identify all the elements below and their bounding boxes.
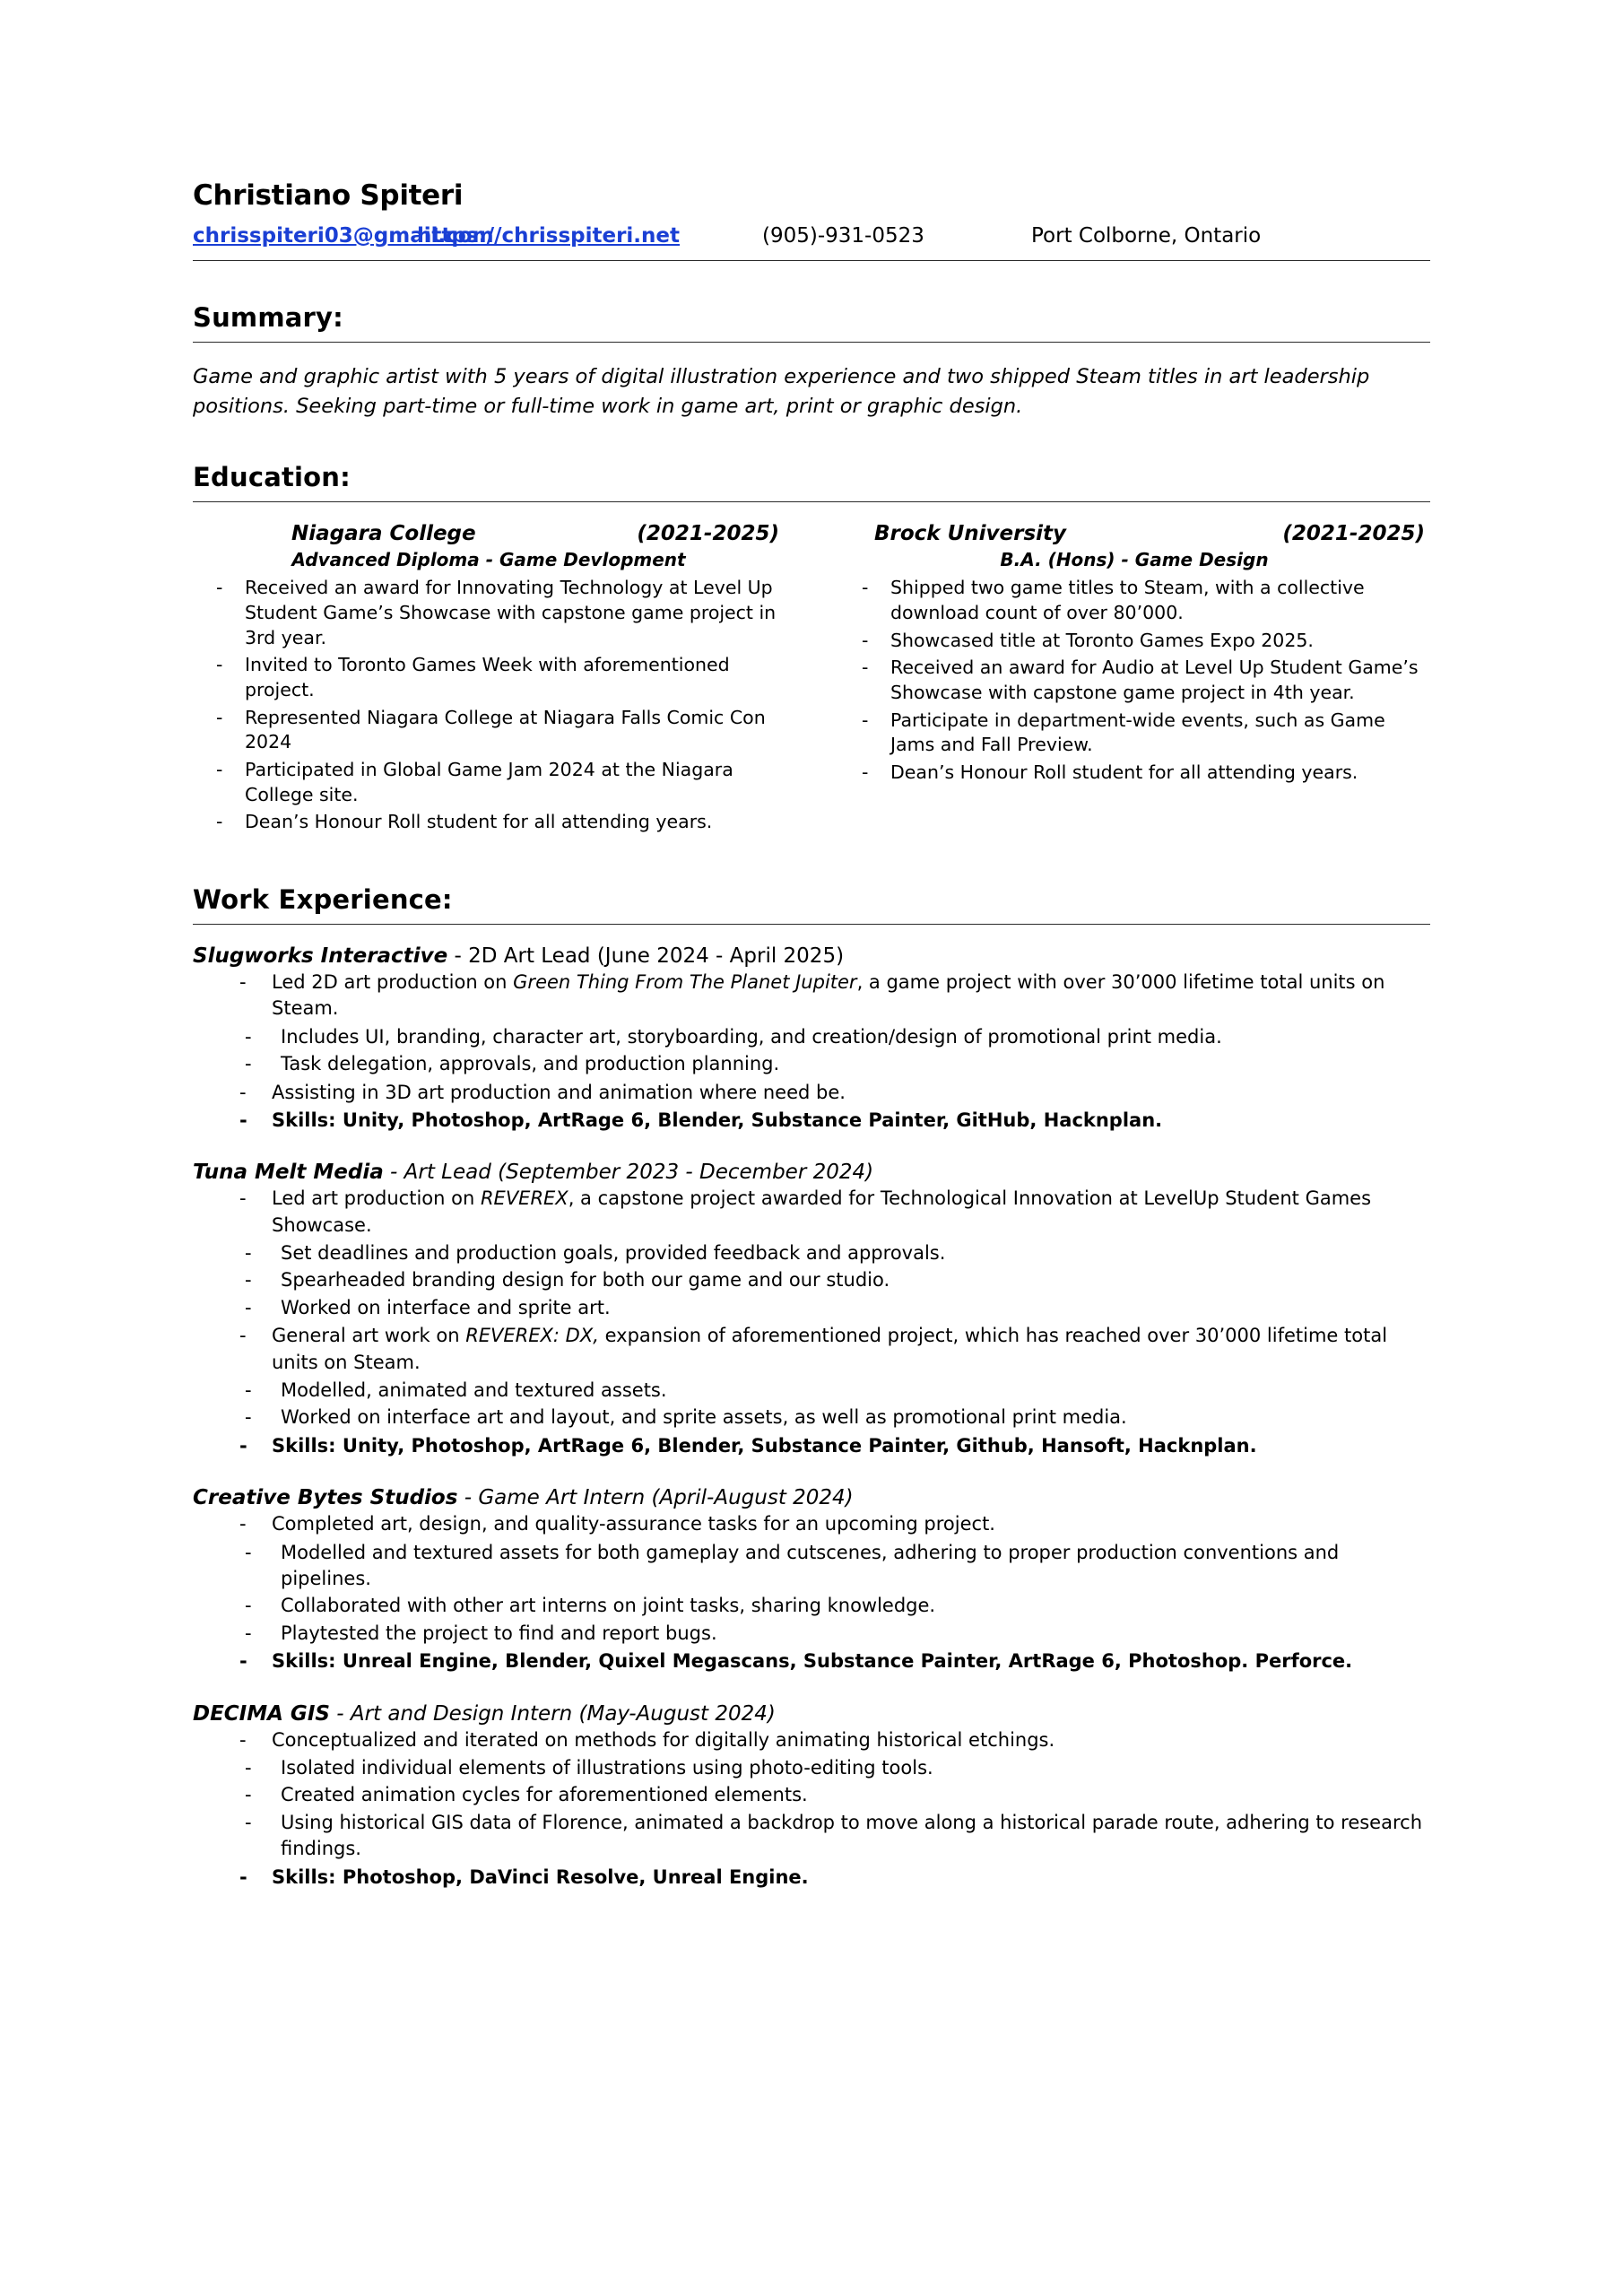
education-heading: Education:: [193, 462, 351, 493]
job-skills: - Skills: Photoshop, DaVinci Resolve, Unreal Engine.: [193, 1865, 1430, 1891]
list-item: [193, 1727, 1430, 1753]
job-entry: [193, 944, 1430, 1134]
emphasis-text: REVEREX: [480, 1187, 568, 1210]
list-item: - Modelled and textured assets for both gameplay and cutscenes, adhering to proper production conventions and pipelines.: [193, 1540, 1430, 1593]
education-entry: [838, 522, 1430, 838]
job-header: [193, 1161, 1430, 1184]
work-experience-divider: [193, 924, 1430, 925]
bullet-text: , a game project with over 30’000 lifetime total units on Steam.: [272, 970, 1385, 1020]
job-company: DECIMA GIS: [193, 1701, 330, 1726]
list-item: - Participate in department-wide events, such as Game Jams and Fall Preview.: [838, 709, 1430, 758]
job-entry: [193, 1161, 1430, 1459]
school-name: Niagara College: [291, 522, 476, 546]
program-name: Advanced Diploma - Game Devlopment: [291, 549, 686, 571]
list-item: - Invited to Toronto Games Week with aforementioned project.: [193, 653, 785, 702]
education-bullets: [838, 576, 1430, 785]
list-item: - Set deadlines and production goals, provided feedback and approvals.: [193, 1240, 1430, 1266]
website-link[interactable]: https://chrisspiteri.net: [417, 224, 681, 248]
education-entry-header: [838, 522, 1430, 545]
list-item: [193, 1323, 1430, 1376]
bullet-text: Led art production on: [272, 1187, 481, 1210]
list-item: - Received an award for Audio at Level Up Student Game’s Showcase with capstone game project in 4th year.: [838, 656, 1430, 705]
email-link[interactable]: chrisspiteri03@gmail.com: [193, 224, 494, 248]
bullet-text: Led 2D art production on: [272, 970, 514, 993]
phone-number: (905)-931-0523: [762, 224, 924, 248]
job-entry: [193, 1486, 1430, 1674]
emphasis-text: Green Thing From The Planet Jupiter: [513, 970, 857, 993]
education-bullets: [193, 576, 785, 835]
education-divider: [193, 501, 1430, 502]
summary-text: Game and graphic artist with 5 years of digital illustration experience and two shipped Steam titles in art leadership positions. Seeking part-time or full-time work in game art, print or graphic design.: [193, 365, 1370, 418]
list-item: - Task delegation, approvals, and production planning.: [193, 1051, 1430, 1077]
bullet-text: Conceptualized and iterated on methods for digitally animating historical etchings.: [272, 1728, 1055, 1751]
education-entry-header: [193, 522, 785, 545]
job-skills: - Skills: Unity, Photoshop, ArtRage 6, Blender, Substance Painter, GitHub, Hacknplan.: [193, 1108, 1430, 1134]
job-sub-bullets: [193, 1240, 1430, 1321]
list-item: [193, 1186, 1430, 1239]
job-role: - Art and Design Intern (May-August 2024): [329, 1701, 776, 1726]
list-item: - Spearheaded branding design for both our game and our studio.: [193, 1267, 1430, 1293]
list-item: - Showcased title at Toronto Games Expo 2025.: [838, 629, 1430, 654]
bullet-text: , a capstone project awarded for Technological Innovation at LevelUp Student Games Showcase.: [272, 1187, 1372, 1236]
emphasis-text: REVEREX: DX,: [465, 1325, 599, 1347]
school-name: Brock University: [874, 522, 1067, 546]
list-item: - Created animation cycles for aforementioned elements.: [193, 1782, 1430, 1808]
summary-heading: Summary:: [193, 302, 343, 333]
location-text: Port Colborne, Ontario: [1031, 224, 1262, 248]
job-company: Tuna Melt Media: [193, 1161, 384, 1185]
job-bullets: [193, 1186, 1430, 1431]
list-item: [193, 1080, 1430, 1106]
job-bullets: [193, 1727, 1430, 1863]
bullet-text: Completed art, design, and quality-assurance tasks for an upcoming project.: [272, 1513, 995, 1535]
job-list: [193, 944, 1430, 1891]
summary-divider: [193, 342, 1430, 343]
job-header: [193, 944, 1430, 968]
job-skills: - Skills: Unreal Engine, Blender, Quixel Megascans, Substance Painter, ArtRage 6, Photoshop. Perforce.: [193, 1648, 1430, 1674]
header-divider: [193, 260, 1430, 261]
bullet-text: expansion of aforementioned project, which has reached over 30’000 lifetime total units on Steam.: [272, 1325, 1388, 1373]
job-entry: [193, 1702, 1430, 1891]
job-bullets: [193, 1511, 1430, 1647]
list-item: - Represented Niagara College at Niagara Falls Comic Con 2024: [193, 706, 785, 755]
list-item: - Dean’s Honour Roll student for all attending years.: [838, 761, 1430, 786]
job-company: Creative Bytes Studios: [193, 1486, 458, 1510]
job-role: - Art Lead (September 2023 - December 2024): [383, 1161, 874, 1185]
work-experience-heading: Work Experience:: [193, 883, 453, 915]
bullet-text: General art work on: [272, 1325, 466, 1347]
education-grid: [193, 522, 1430, 838]
job-header: [193, 1702, 1430, 1726]
job-sub-bullets: [193, 1024, 1430, 1078]
job-role: - Game Art Intern (April-August 2024): [457, 1486, 854, 1510]
job-sub-bullets: [193, 1540, 1430, 1648]
page-title: Christiano Spiteri: [193, 179, 464, 212]
job-role: - 2D Art Lead (June 2024 - April 2025): [447, 944, 845, 968]
list-item: - Worked on interface art and layout, and sprite assets, as well as promotional print media.: [193, 1405, 1430, 1431]
list-item: - Modelled, animated and textured assets.: [193, 1378, 1430, 1404]
list-item: - Collaborated with other art interns on joint tasks, sharing knowledge.: [193, 1593, 1430, 1619]
education-entry: [193, 522, 785, 838]
list-item: - Participated in Global Game Jam 2024 at the Niagara College site.: [193, 758, 785, 807]
list-item: - Playtested the project to find and report bugs.: [193, 1621, 1430, 1647]
job-skills: - Skills: Unity, Photoshop, ArtRage 6, Blender, Substance Painter, Github, Hansoft, Hacknplan.: [193, 1433, 1430, 1459]
list-item: - Worked on interface and sprite art.: [193, 1295, 1430, 1321]
list-item: - Shipped two game titles to Steam, with a collective download count of over 80’000.: [838, 576, 1430, 625]
list-item: - Dean’s Honour Roll student for all attending years.: [193, 810, 785, 835]
program-name: B.A. (Hons) - Game Design: [1000, 549, 1269, 571]
school-years: (2021-2025): [637, 522, 779, 546]
job-sub-bullets: [193, 1378, 1430, 1431]
job-sub-bullets: [193, 1755, 1430, 1863]
job-bullets: [193, 970, 1430, 1106]
contact-row: [193, 224, 1430, 248]
list-item: - Using historical GIS data of Florence, animated a backdrop to move along a historical parade route, adhering to research findings.: [193, 1810, 1430, 1863]
list-item: - Received an award for Innovating Technology at Level Up Student Game’s Showcase with capstone game project in 3rd year.: [193, 576, 785, 650]
job-header: [193, 1486, 1430, 1509]
bullet-text: Assisting in 3D art production and animation where need be.: [272, 1081, 846, 1103]
school-years: (2021-2025): [1282, 522, 1425, 546]
job-company: Slugworks Interactive: [193, 944, 448, 968]
list-item: - Includes UI, branding, character art, storyboarding, and creation/design of promotional print media.: [193, 1024, 1430, 1050]
list-item: [193, 970, 1430, 1022]
list-item: [193, 1511, 1430, 1537]
list-item: - Isolated individual elements of illustrations using photo-editing tools.: [193, 1755, 1430, 1781]
